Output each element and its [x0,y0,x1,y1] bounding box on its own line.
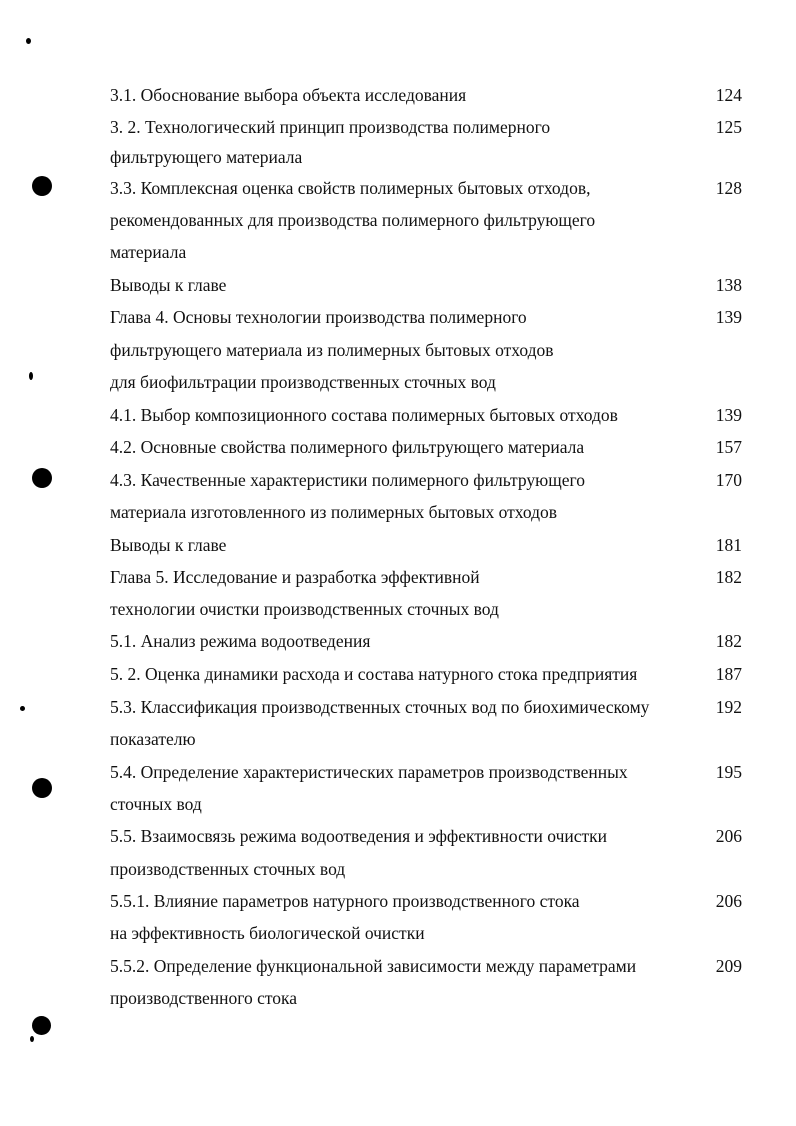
toc-entry-title: 5.5.2. Определение функциональной зависимости между параметрами [110,956,637,976]
toc-entry [0,271,796,299]
toc-entry-title: рекомендованных для производства полимерного фильтрующего [110,210,596,230]
toc-entry-page: 138 [715,275,742,295]
toc-entry [0,758,796,786]
toc-entry-title: фильтрующего материала [110,147,303,167]
toc-entry-title: производственного стока [110,988,298,1008]
toc-entry-title: фильтрующего материала из полимерных бытовых отходов [110,340,554,360]
toc-entry-title: 4.3. Качественные характеристики полимерного фильтрующего [110,470,585,490]
toc-entry-title: производственных сточных вод [110,859,346,879]
toc-entry-title: Глава 4. Основы технологии производства полимерного [110,307,527,327]
toc-entry [0,368,796,396]
toc-entry [0,984,796,1012]
toc-entry-page: 192 [715,697,742,717]
toc-entry [0,725,796,753]
toc-entry-page: 209 [715,956,742,976]
toc-entry-page: 157 [715,437,742,457]
toc-entry [0,790,796,818]
toc-entry [0,627,796,655]
toc-entry-title: показателю [110,729,196,749]
toc-entry-title: 4.1. Выбор композиционного состава полимерных бытовых отходов [110,405,618,425]
toc-entry [0,531,796,559]
toc-entry-page: 206 [715,891,742,911]
toc-entry-title: материала [110,242,187,262]
toc-entry [0,919,796,947]
toc-entry-title: 3. 2. Технологический принцип производства полимерного [110,117,551,137]
toc-entry [0,952,796,980]
toc-entry-title: на эффективность биологической очистки [110,923,425,943]
toc-entry-title: 3.3. Комплексная оценка свойств полимерных бытовых отходов, [110,178,591,198]
toc-entry [0,206,796,234]
toc-entry [0,401,796,429]
toc-entry [0,563,796,591]
toc-entry-title: Выводы к главе [110,535,227,555]
binder-mark-small [26,38,31,44]
toc-entry [0,822,796,850]
toc-entry-title: материала изготовленного из полимерных бытовых отходов [110,502,558,522]
toc-entry-page: 125 [715,117,742,137]
toc-entry-page: 124 [715,85,742,105]
toc-entry [0,174,796,202]
toc-entry [0,498,796,526]
toc-entry [0,238,796,266]
toc-entry-title: Глава 5. Исследование и разработка эффективной [110,567,480,587]
toc-entry [0,113,796,141]
toc-entry [0,887,796,915]
toc-entry-page: 139 [715,307,742,327]
toc-entry [0,660,796,688]
toc-entry-page: 206 [715,826,742,846]
toc-entry-page: 139 [715,405,742,425]
toc-entry-page: 182 [715,631,742,651]
binder-mark-small [30,1036,34,1042]
toc-entry-page: 170 [715,470,742,490]
toc-entry-title: 3.1. Обоснование выбора объекта исследования [110,85,467,105]
toc-entry [0,433,796,461]
toc-entry-page: 182 [715,567,742,587]
binder-hole-mark [32,1016,51,1035]
toc-entry [0,693,796,721]
toc-entry [0,466,796,494]
toc-entry-page: 195 [715,762,742,782]
toc-entry-title: для биофильтрации производственных сточных вод [110,372,496,392]
toc-entry [0,336,796,364]
toc-entry-title: 5.5. Взаимосвязь режима водоотведения и эффективности очистки [110,826,608,846]
toc-entry-title: 5.5.1. Влияние параметров натурного производственного стока [110,891,580,911]
toc-entry [0,855,796,883]
toc-entry-title: 5. 2. Оценка динамики расхода и состава натурного стока предприятия [110,664,638,684]
toc-entry-title: 5.3. Классификация производственных сточных вод по биохимическому [110,697,650,717]
toc-entry [0,143,796,171]
toc-entry-title: 5.4. Определение характеристических параметров производственных [110,762,628,782]
toc-entry-page: 128 [715,178,742,198]
toc-entry-title: 4.2. Основные свойства полимерного фильтрующего материала [110,437,585,457]
toc-entry-title: технологии очистки производственных сточных вод [110,599,499,619]
toc-entry [0,595,796,623]
toc-entry-title: сточных вод [110,794,202,814]
toc-entry [0,303,796,331]
toc-entry-title: Выводы к главе [110,275,227,295]
toc-entry [0,81,796,109]
toc-entry-page: 181 [715,535,742,555]
toc-entry-page: 187 [715,664,742,684]
toc-entry-title: 5.1. Анализ режима водоотведения [110,631,371,651]
